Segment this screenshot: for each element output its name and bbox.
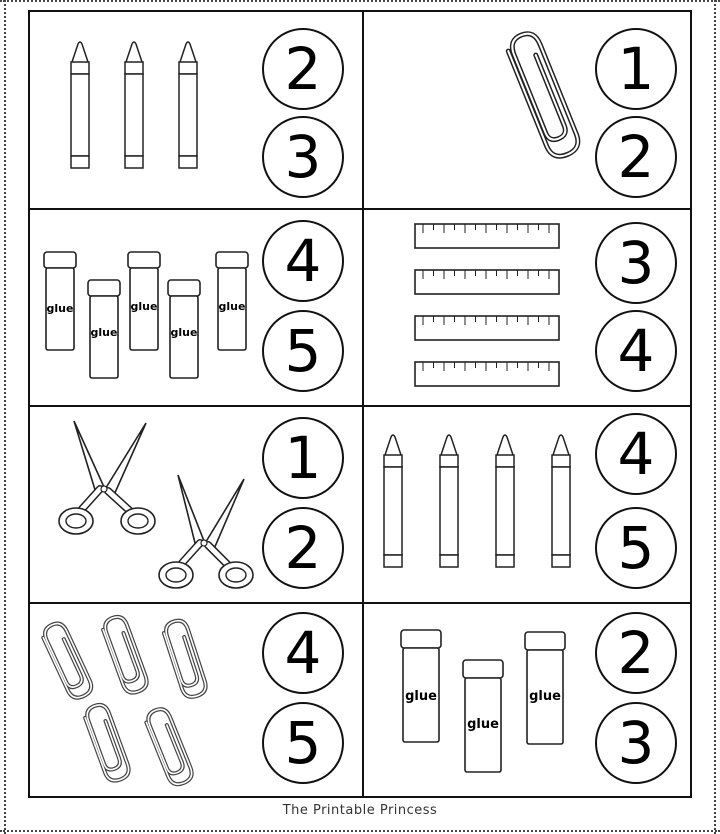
answer-circle[interactable]: 4 [262,220,344,302]
paperclip-icon [40,620,95,701]
crayon-icon [552,435,570,567]
dotted-border-left [4,0,6,834]
paperclip-icon [505,30,583,161]
answer-circle[interactable]: 5 [262,702,344,784]
ruler-icon [415,224,559,248]
answer-circle[interactable]: 4 [595,310,677,392]
glue-stick-icon [401,630,441,742]
answer-circle[interactable]: 2 [595,612,677,694]
count-card-4 [363,210,694,406]
count-card-2 [363,12,694,208]
answer-circle[interactable]: 4 [595,413,677,495]
answer-circle[interactable]: 3 [262,116,344,198]
crayon-icon-group [30,12,265,208]
answer-circle[interactable]: 1 [262,417,344,499]
glue-stick-icon [168,280,200,378]
answer-circle[interactable]: 3 [595,702,677,784]
answer-circle[interactable]: 4 [262,612,344,694]
dotted-border-top [0,0,720,4]
count-card-5 [30,407,361,603]
crayon-icon [384,435,402,567]
glue-label: glue [130,300,158,313]
glue-label: glue [529,689,561,704]
credit-text: The Printable Princess [282,803,438,818]
glue-label: glue [46,302,74,315]
glue-stick-icon-group [30,210,265,406]
crayon-icon [71,42,89,168]
crayon-icon [440,435,458,567]
ruler-icon [415,362,559,386]
glue-label: glue [170,326,198,339]
crayon-icon [496,435,514,567]
count-card-7 [30,604,361,800]
worksheet-grid [28,10,692,798]
glue-stick-icon [216,252,248,350]
glue-label: glue [90,326,118,339]
glue-stick-icon [128,252,160,350]
crayon-icon [179,42,197,168]
crayon-icon-group [363,407,598,603]
scissors-icon [59,421,155,534]
glue-stick-icon [525,632,565,744]
glue-label: glue [405,689,437,704]
dotted-border-right [714,0,716,834]
glue-label: glue [467,717,499,732]
glue-stick-icon [463,660,503,772]
scissors-icon-group [30,407,265,603]
answer-circle[interactable]: 5 [595,507,677,589]
glue-stick-icon-group [363,604,598,800]
paperclip-icon-group [30,604,265,800]
answer-circle[interactable]: 1 [595,28,677,110]
answer-circle[interactable]: 2 [262,507,344,589]
paperclip-icon [82,702,131,784]
answer-circle[interactable]: 2 [262,28,344,110]
glue-label: glue [218,300,246,313]
glue-stick-icon [88,280,120,378]
count-card-6 [363,407,694,603]
crayon-icon [125,42,143,168]
answer-circle[interactable]: 2 [595,116,677,198]
paperclip-icon [161,618,208,700]
ruler-icon-group [363,210,598,406]
count-card-8 [363,604,694,800]
count-card-3 [30,210,361,406]
paperclip-icon-group [363,12,598,208]
ruler-icon [415,316,559,340]
paperclip-icon [143,706,194,787]
answer-circle[interactable]: 5 [262,310,344,392]
glue-stick-icon [44,252,76,350]
paperclip-icon [100,614,149,696]
scissors-icon [159,475,253,588]
answer-circle[interactable]: 3 [595,222,677,304]
dotted-border-bottom [0,830,720,832]
ruler-icon [415,270,559,294]
count-card-1 [30,12,361,208]
